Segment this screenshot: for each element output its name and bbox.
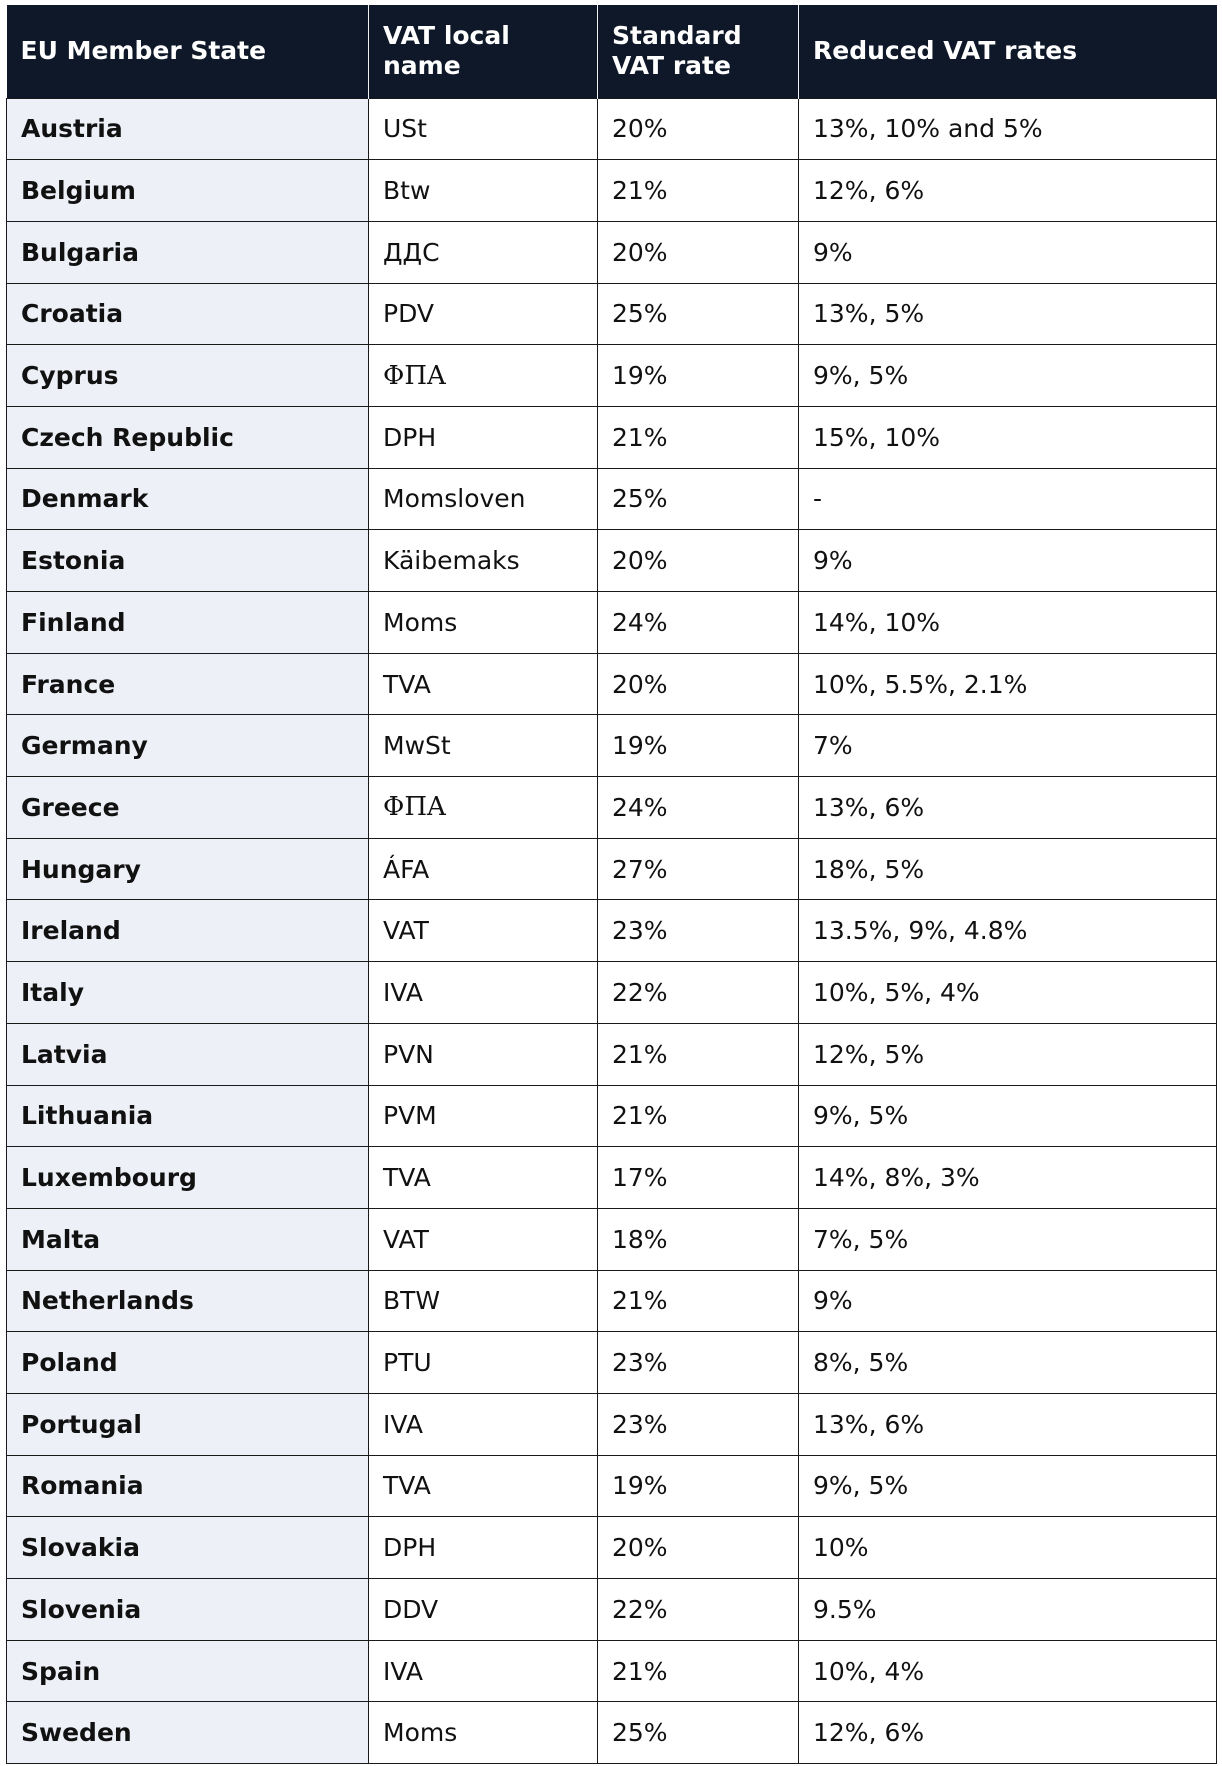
- table-row: [7, 1455, 1217, 1517]
- country-cell: Lithuania: [7, 1085, 369, 1147]
- reduced-rates-cell: 9%, 5%: [799, 345, 1217, 407]
- country-cell: Spain: [7, 1640, 369, 1702]
- reduced-rates-cell: 18%, 5%: [799, 838, 1217, 900]
- table-row: [7, 653, 1217, 715]
- table-row: [7, 715, 1217, 777]
- standard-rate-cell: 18%: [598, 1208, 799, 1270]
- standard-rate-cell: 21%: [598, 1085, 799, 1147]
- standard-rate-cell: 24%: [598, 592, 799, 654]
- table-row: [7, 1393, 1217, 1455]
- standard-rate-cell: 17%: [598, 1147, 799, 1209]
- table-row: [7, 1023, 1217, 1085]
- local-name-cell: PDV: [369, 283, 598, 345]
- table-row: [7, 406, 1217, 468]
- standard-rate-cell: 22%: [598, 962, 799, 1024]
- reduced-rates-cell: 9%, 5%: [799, 1455, 1217, 1517]
- table-row: [7, 1147, 1217, 1209]
- local-name-cell: DDV: [369, 1579, 598, 1641]
- reduced-rates-cell: 12%, 6%: [799, 1702, 1217, 1764]
- table-row: [7, 468, 1217, 530]
- reduced-rates-cell: 13%, 6%: [799, 1393, 1217, 1455]
- country-cell: Finland: [7, 592, 369, 654]
- table-row: [7, 530, 1217, 592]
- reduced-rates-cell: 12%, 6%: [799, 160, 1217, 222]
- local-name-cell: Momsloven: [369, 468, 598, 530]
- table-row: [7, 160, 1217, 222]
- reduced-rates-cell: 13%, 10% and 5%: [799, 98, 1217, 160]
- country-cell: Denmark: [7, 468, 369, 530]
- reduced-rates-cell: 9.5%: [799, 1579, 1217, 1641]
- standard-rate-cell: 21%: [598, 1640, 799, 1702]
- table-row: [7, 1517, 1217, 1579]
- reduced-rates-cell: 9%, 5%: [799, 1085, 1217, 1147]
- country-cell: Ireland: [7, 900, 369, 962]
- country-cell: Belgium: [7, 160, 369, 222]
- standard-rate-cell: 21%: [598, 1270, 799, 1332]
- local-name-cell: IVA: [369, 1640, 598, 1702]
- header-standard-line2: VAT rate: [612, 51, 731, 81]
- standard-rate-cell: 21%: [598, 1023, 799, 1085]
- table-row: [7, 1702, 1217, 1764]
- header-standard-line1: Standard: [612, 21, 742, 51]
- local-name-cell: DPH: [369, 1517, 598, 1579]
- country-cell: Greece: [7, 777, 369, 839]
- standard-rate-cell: 23%: [598, 900, 799, 962]
- reduced-rates-cell: 9%: [799, 1270, 1217, 1332]
- country-cell: Latvia: [7, 1023, 369, 1085]
- country-cell: Cyprus: [7, 345, 369, 407]
- local-name-cell: IVA: [369, 962, 598, 1024]
- country-cell: Portugal: [7, 1393, 369, 1455]
- header-country: EU Member State: [7, 5, 369, 98]
- standard-rate-cell: 20%: [598, 530, 799, 592]
- local-name-cell: ΦΠΑ: [369, 345, 598, 407]
- reduced-rates-cell: 14%, 8%, 3%: [799, 1147, 1217, 1209]
- country-cell: Romania: [7, 1455, 369, 1517]
- reduced-rates-cell: 10%: [799, 1517, 1217, 1579]
- table-row: [7, 98, 1217, 160]
- table-row: [7, 1579, 1217, 1641]
- local-name-cell: ÁFA: [369, 838, 598, 900]
- table-row: [7, 900, 1217, 962]
- standard-rate-cell: 19%: [598, 345, 799, 407]
- table-row: [7, 1085, 1217, 1147]
- table-row: [7, 592, 1217, 654]
- country-cell: Austria: [7, 98, 369, 160]
- standard-rate-cell: 23%: [598, 1393, 799, 1455]
- standard-rate-cell: 24%: [598, 777, 799, 839]
- local-name-cell: USt: [369, 98, 598, 160]
- standard-rate-cell: 23%: [598, 1332, 799, 1394]
- reduced-rates-cell: 8%, 5%: [799, 1332, 1217, 1394]
- reduced-rates-cell: 9%: [799, 221, 1217, 283]
- local-name-cell: DPH: [369, 406, 598, 468]
- country-cell: Poland: [7, 1332, 369, 1394]
- local-name-cell: ДДС: [369, 221, 598, 283]
- reduced-rates-cell: 14%, 10%: [799, 592, 1217, 654]
- standard-rate-cell: 20%: [598, 221, 799, 283]
- table-row: [7, 1208, 1217, 1270]
- table-body: [7, 98, 1217, 1764]
- reduced-rates-cell: -: [799, 468, 1217, 530]
- table-row: [7, 777, 1217, 839]
- standard-rate-cell: 25%: [598, 283, 799, 345]
- standard-rate-cell: 20%: [598, 1517, 799, 1579]
- reduced-rates-cell: 7%, 5%: [799, 1208, 1217, 1270]
- header-local-name: VAT local name: [369, 5, 598, 98]
- table-row: [7, 221, 1217, 283]
- country-cell: Luxembourg: [7, 1147, 369, 1209]
- table-row: [7, 1270, 1217, 1332]
- standard-rate-cell: 25%: [598, 1702, 799, 1764]
- local-name-cell: Moms: [369, 592, 598, 654]
- reduced-rates-cell: 12%, 5%: [799, 1023, 1217, 1085]
- country-cell: Czech Republic: [7, 406, 369, 468]
- vat-table-container: [6, 5, 1216, 1764]
- local-name-cell: PTU: [369, 1332, 598, 1394]
- reduced-rates-cell: 10%, 5.5%, 2.1%: [799, 653, 1217, 715]
- country-cell: France: [7, 653, 369, 715]
- reduced-rates-cell: 10%, 4%: [799, 1640, 1217, 1702]
- table-row: [7, 1332, 1217, 1394]
- standard-rate-cell: 19%: [598, 715, 799, 777]
- standard-rate-cell: 21%: [598, 160, 799, 222]
- country-cell: Germany: [7, 715, 369, 777]
- vat-rates-table: [6, 5, 1217, 1764]
- country-cell: Slovenia: [7, 1579, 369, 1641]
- header-row: [7, 5, 1217, 98]
- table-row: [7, 838, 1217, 900]
- country-cell: Slovakia: [7, 1517, 369, 1579]
- standard-rate-cell: 27%: [598, 838, 799, 900]
- local-name-cell: VAT: [369, 900, 598, 962]
- standard-rate-cell: 22%: [598, 1579, 799, 1641]
- local-name-cell: PVM: [369, 1085, 598, 1147]
- reduced-rates-cell: 13%, 6%: [799, 777, 1217, 839]
- local-name-cell: IVA: [369, 1393, 598, 1455]
- table-row: [7, 283, 1217, 345]
- standard-rate-cell: 25%: [598, 468, 799, 530]
- standard-rate-cell: 21%: [598, 406, 799, 468]
- country-cell: Croatia: [7, 283, 369, 345]
- reduced-rates-cell: 15%, 10%: [799, 406, 1217, 468]
- table-header: [7, 5, 1217, 98]
- table-row: [7, 345, 1217, 407]
- table-row: [7, 1640, 1217, 1702]
- local-name-cell: TVA: [369, 1147, 598, 1209]
- local-name-cell: Btw: [369, 160, 598, 222]
- country-cell: Sweden: [7, 1702, 369, 1764]
- local-name-cell: VAT: [369, 1208, 598, 1270]
- reduced-rates-cell: 13.5%, 9%, 4.8%: [799, 900, 1217, 962]
- local-name-cell: Käibemaks: [369, 530, 598, 592]
- local-name-cell: ΦΠΑ: [369, 777, 598, 839]
- standard-rate-cell: 20%: [598, 653, 799, 715]
- country-cell: Hungary: [7, 838, 369, 900]
- standard-rate-cell: 19%: [598, 1455, 799, 1517]
- local-name-cell: Moms: [369, 1702, 598, 1764]
- local-name-cell: TVA: [369, 653, 598, 715]
- reduced-rates-cell: 13%, 5%: [799, 283, 1217, 345]
- table-row: [7, 962, 1217, 1024]
- header-standard-rate: [598, 5, 799, 98]
- country-cell: Malta: [7, 1208, 369, 1270]
- country-cell: Bulgaria: [7, 221, 369, 283]
- local-name-cell: BTW: [369, 1270, 598, 1332]
- country-cell: Italy: [7, 962, 369, 1024]
- header-reduced-rates: Reduced VAT rates: [799, 5, 1217, 98]
- country-cell: Estonia: [7, 530, 369, 592]
- local-name-cell: PVN: [369, 1023, 598, 1085]
- reduced-rates-cell: 9%: [799, 530, 1217, 592]
- local-name-cell: MwSt: [369, 715, 598, 777]
- reduced-rates-cell: 10%, 5%, 4%: [799, 962, 1217, 1024]
- country-cell: Netherlands: [7, 1270, 369, 1332]
- local-name-cell: TVA: [369, 1455, 598, 1517]
- standard-rate-cell: 20%: [598, 98, 799, 160]
- reduced-rates-cell: 7%: [799, 715, 1217, 777]
